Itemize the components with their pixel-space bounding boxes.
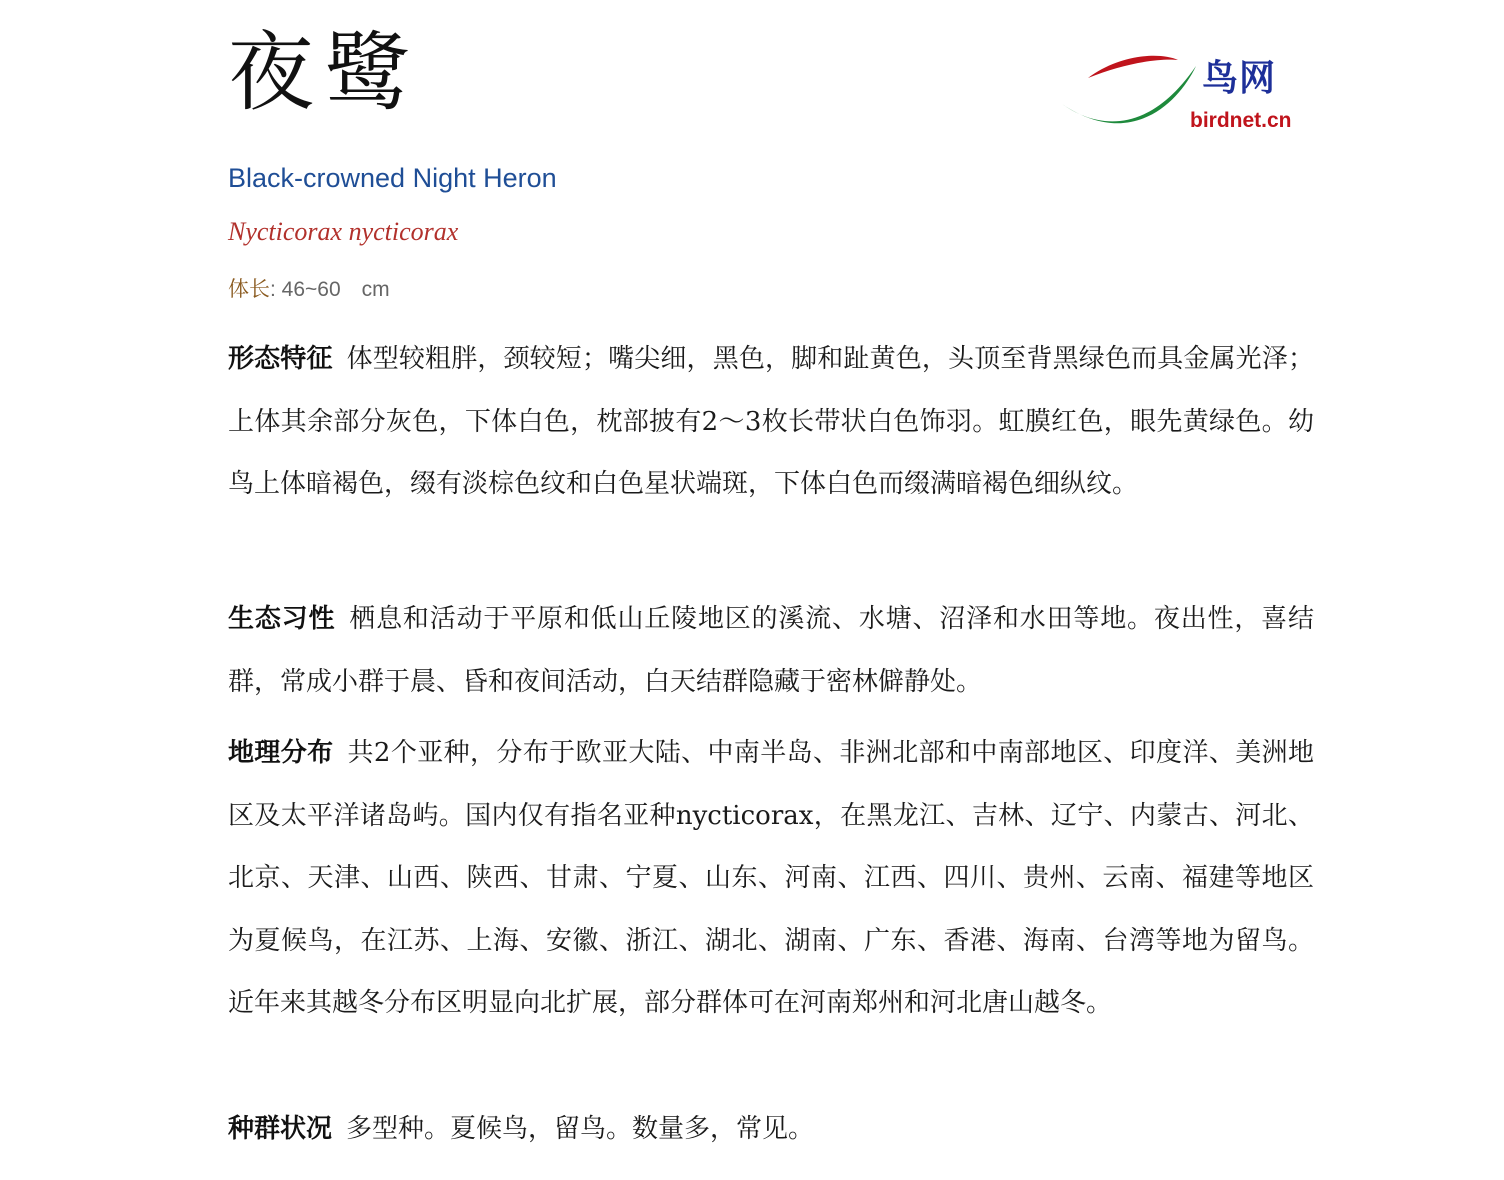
section-text: 多型种。夏候鸟，留鸟。数量多，常见。 — [346, 1114, 815, 1144]
section-label: 形态特征 — [228, 344, 333, 374]
body-length-value: : 46~60 cm — [270, 278, 390, 301]
logo-swoosh-icon — [1060, 52, 1210, 142]
section-ecology — [228, 588, 1314, 713]
section-population — [228, 1098, 1314, 1161]
body-length — [228, 277, 390, 302]
section-distribution — [228, 722, 1314, 1035]
section-text: 共2个亚种，分布于欧亚大陆、中南半岛、非洲北部和中南部地区、印度洋、美洲地区及太平洋诸岛屿。国内仅有指名亚种nycticorax，在黑龙江、吉林、辽宁、内蒙古、河北、北京、天津、山西、陕西、甘肃、宁夏、山东、河南、江西、四川、贵州、云南、福建等地区为夏候鸟，在江苏、上海、安徽、浙江、湖北、湖南、广东、香港、海南、台湾等地为留鸟。近年来其越冬分布区明显向北扩展，部分群体可在河南郑州和河北唐山越冬。 — [228, 738, 1314, 1018]
section-morphology — [228, 328, 1314, 516]
section-label: 生态习性 — [228, 604, 336, 634]
logo-chinese-text: 鸟网 — [1202, 57, 1277, 99]
section-label: 种群状况 — [228, 1114, 333, 1144]
birdnet-logo — [1060, 52, 1292, 142]
logo-english-text: birdnet.cn — [1190, 109, 1292, 132]
section-text: 体型较粗胖，颈较短；嘴尖细，黑色，脚和趾黄色，头顶至背黑绿色而具金属光泽；上体其余部分灰色，下体白色，枕部披有2～3枚长带状白色饰羽。虹膜红色，眼先黄绿色。幼鸟上体暗褐色，缀有淡棕色纹和白色星状端斑，下体白色而缀满暗褐色细纵纹。 — [228, 344, 1314, 499]
body-length-label: 体长 — [228, 278, 270, 301]
english-name: Black-crowned Night Heron — [228, 163, 557, 193]
section-label: 地理分布 — [228, 738, 334, 768]
scientific-name: Nycticorax nycticorax — [228, 217, 459, 246]
page-title: 夜鹭 — [228, 23, 420, 123]
species-page — [228, 0, 1318, 1180]
section-text: 栖息和活动于平原和低山丘陵地区的溪流、水塘、沼泽和水田等地。夜出性，喜结群，常成小群于晨、昏和夜间活动，白天结群隐藏于密林僻静处。 — [228, 604, 1314, 697]
